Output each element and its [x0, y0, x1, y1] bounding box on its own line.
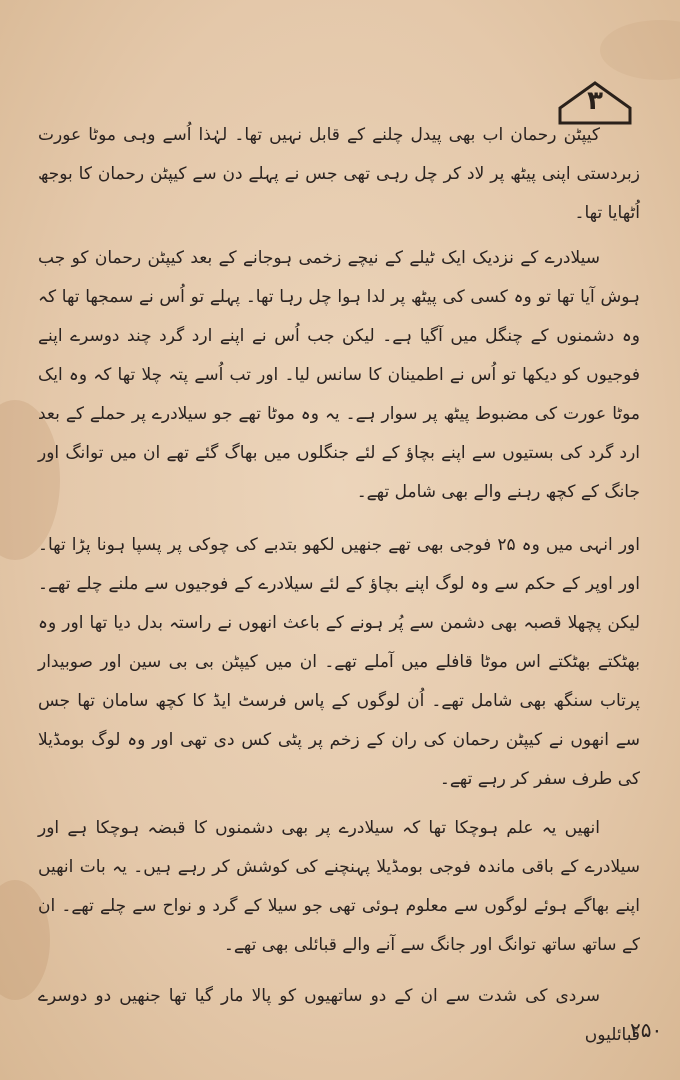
paragraph: سیلادرے کے نزدیک ایک ٹیلے کے نیچے زخمی ہوجانے کے بعد کیپٹن رحمان کو جب ہوش آیا تھا تو وہ کسی کی پیٹھ پر لدا ہوا چل رہا تھا۔ پہلے تو اُس نے سمجھا تھا کہ وہ دشمنوں کے چنگل میں آگیا ہے۔ لیکن جب اُس نے اپنے ارد گرد چند دوسرے اپنے فوجیوں کو دیکھا تو اُس نے اطمینان کا سانس لیا۔ اور تب اُسے پتہ چلا تھا کہ وہ ایک موٹا عورت کی مضبوط پیٹھ پر سوار ہے۔ یہ وہ موٹا تھے جو سیلادرے پر حملے کے بعد ارد گرد کی بستیوں سے اپنے بچاؤ کے لئے جنگلوں میں بھاگ گئے تھے ان میں توانگ اور جانگ کے کچھ رہنے والے بھی شامل تھے۔ [38, 248, 640, 502]
page-number: ۲۵۰ [630, 1018, 663, 1042]
paragraph: انھیں یہ علم ہوچکا تھا کہ سیلادرے پر بھی دشمنوں کا قبضہ ہوچکا ہے اور سیلادرے کے باقی ماندہ فوجی بومڈیلا پہنچنے کی کوشش کر رہے ہیں۔ یہ بات انھیں اپنے بھاگے ہوئے لوگوں سے معلوم ہوئی تھی جو سیلا کے گرد و نواح سے چلے تھے۔ ان کے ساتھ ساتھ توانگ اور جانگ سے آنے والے قبائلی بھی تھے۔ [38, 818, 640, 955]
paragraph: سردی کی شدت سے ان کے دو ساتھیوں کو پالا مار گیا تھا جنھیں دو دوسرے قبائلیوں [38, 986, 640, 1045]
paper-stain [600, 20, 680, 80]
paragraph: کیپٹن رحمان اب بھی پیدل چلنے کے قابل نہیں تھا۔ لہٰذا اُسے وہی موٹا عورت زبردستی اپنی پیٹھ پر لاد کر چل رہی تھی جس نے پہلے دن سے کیپٹن رحمان کا بوجھ اُٹھایا تھا۔ [38, 125, 640, 223]
chapter-number: ۳ [587, 86, 603, 116]
paragraph: اور انہی میں وہ ۲۵ فوجی بھی تھے جنھیں لکھو بتدبے کی چوکی پر پسپا ہونا پڑا تھا۔ اور اوپر کے حکم سے وہ لوگ اپنے بچاؤ کے لئے سیلادرے کے فوجیوں سے ملنے چلے تھے۔ لیکن پچھلا قصبہ بھی دشمن سے پُر ہونے کے باعث انھوں نے راستہ بدل دیا تھا اور وہ بھٹکتے بھٹکتے اس موٹا قافلے میں آملے تھے۔ ان میں کیپٹن بی بی سین اور صوبیدار پرتاب سنگھ بھی شامل تھے۔ اُن لوگوں کے پاس فرسٹ ایڈ کا کچھ سامان تھا جس سے انھوں نے کیپٹن رحمان کی ران کے زخم پر پٹی کس دی تھی اور وہ لوگ بومڈیلا کی طرف سفر کر رہے تھے۔ [38, 535, 640, 789]
body-text [38, 116, 640, 1055]
